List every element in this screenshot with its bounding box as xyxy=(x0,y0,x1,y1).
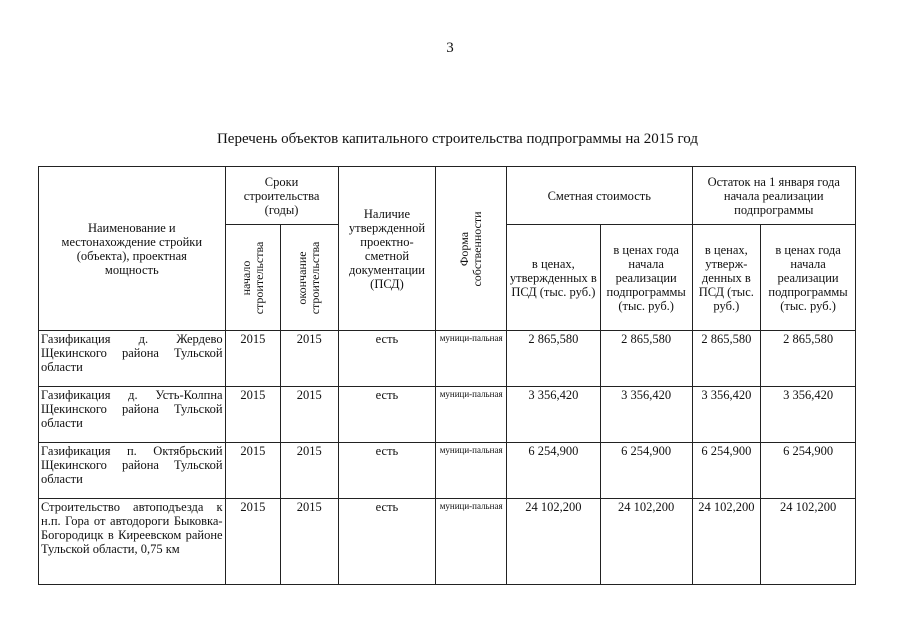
header-terms: Сроки строительства (годы) xyxy=(225,167,338,225)
header-psd: Наличие утвержденной проектно-сметной документации (ПСД) xyxy=(338,167,436,331)
header-start: начало строительства xyxy=(225,225,280,331)
document-title: Перечень объектов капитального строительства подпрограммы на 2015 год xyxy=(216,131,699,147)
row-start: 2015 xyxy=(225,331,280,387)
row-psd: есть xyxy=(338,331,436,387)
row-est-start: 6 254,900 xyxy=(600,443,692,499)
row-end: 2015 xyxy=(281,387,338,443)
header-rem-psd: в ценах, утверж-денных в ПСД (тыс. руб.) xyxy=(692,225,761,331)
row-start: 2015 xyxy=(225,387,280,443)
row-ownership: муници-пальная xyxy=(436,443,507,499)
row-ownership: муници-пальная xyxy=(436,331,507,387)
row-psd: есть xyxy=(338,443,436,499)
row-est-psd: 3 356,420 xyxy=(506,387,600,443)
row-start: 2015 xyxy=(225,443,280,499)
row-rem-start: 3 356,420 xyxy=(761,387,856,443)
row-est-start: 24 102,200 xyxy=(600,499,692,585)
table-row xyxy=(39,443,856,499)
row-est-start: 3 356,420 xyxy=(600,387,692,443)
row-start: 2015 xyxy=(225,499,280,585)
row-est-psd: 2 865,580 xyxy=(506,331,600,387)
table-row xyxy=(39,331,856,387)
header-name: Наименование и местонахождение стройки (объекта), проектная мощность xyxy=(39,167,226,331)
header-end: окончание строительства xyxy=(281,225,338,331)
header-remainder: Остаток на 1 января года начала реализации подпрограммы xyxy=(692,167,855,225)
row-est-start: 2 865,580 xyxy=(600,331,692,387)
row-est-psd: 24 102,200 xyxy=(506,499,600,585)
row-rem-psd: 24 102,200 xyxy=(692,499,761,585)
row-end: 2015 xyxy=(281,499,338,585)
row-end: 2015 xyxy=(281,331,338,387)
row-ownership: муници-пальная xyxy=(436,387,507,443)
row-rem-start: 2 865,580 xyxy=(761,331,856,387)
table-row xyxy=(39,499,856,585)
header-est-psd: в ценах, утвержденных в ПСД (тыс. руб.) xyxy=(506,225,600,331)
row-ownership: муници-пальная xyxy=(436,499,507,585)
row-rem-start: 6 254,900 xyxy=(761,443,856,499)
header-ownership: Форма собственности xyxy=(436,167,507,331)
header-estimate: Сметная стоимость xyxy=(506,167,692,225)
row-rem-psd: 2 865,580 xyxy=(692,331,761,387)
row-est-psd: 6 254,900 xyxy=(506,443,600,499)
row-name: Газификация д. Жердево Щекинского района Тульской области xyxy=(39,331,226,387)
page-number: 3 xyxy=(446,40,454,56)
header-est-start: в ценах года начала реализации подпрограммы (тыс. руб.) xyxy=(600,225,692,331)
table-row xyxy=(39,387,856,443)
row-name: Газификация п. Октябрьский Щекинского района Тульской области xyxy=(39,443,226,499)
row-psd: есть xyxy=(338,499,436,585)
row-name: Строительство автоподъезда к н.п. Гора от автодороги Быковка-Богородицк в Киреевском районе Тульской области, 0,75 км xyxy=(39,499,226,585)
row-psd: есть xyxy=(338,387,436,443)
row-rem-psd: 6 254,900 xyxy=(692,443,761,499)
row-rem-start: 24 102,200 xyxy=(761,499,856,585)
header-rem-start: в ценах года начала реализации подпрограммы (тыс. руб.) xyxy=(761,225,856,331)
row-name: Газификация д. Усть-Колпна Щекинского района Тульской области xyxy=(39,387,226,443)
row-rem-psd: 3 356,420 xyxy=(692,387,761,443)
row-end: 2015 xyxy=(281,443,338,499)
capital-construction-table xyxy=(38,166,856,585)
